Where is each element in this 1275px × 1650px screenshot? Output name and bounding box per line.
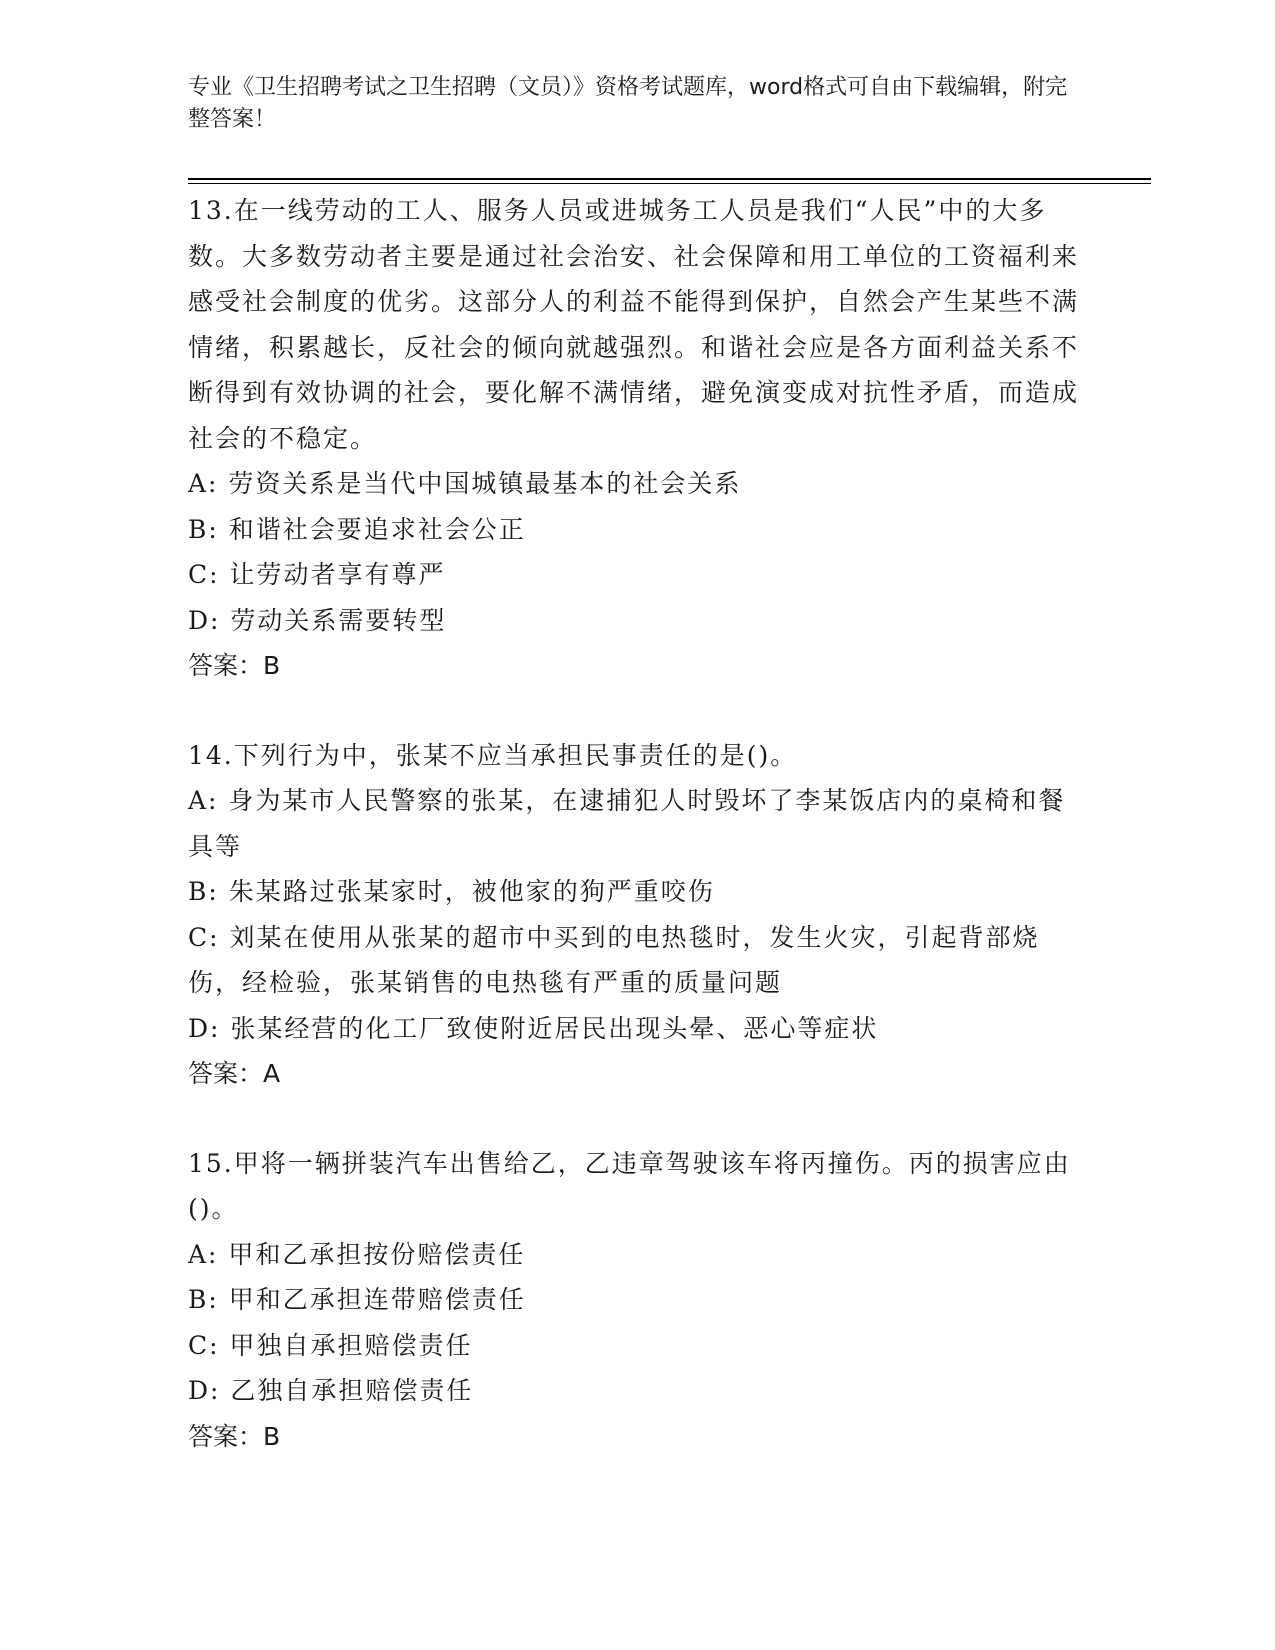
option-d: D: 乙独自承担赔偿责任 [188, 1376, 474, 1405]
header-text: 专业《卫生招聘考试之卫生招聘（文员）》资格考试题库，word格式可自由下载编辑，附完整答案！ [188, 75, 1068, 132]
question-list [188, 188, 1088, 1503]
option-b: B: 朱某路过张某家时，被他家的狗严重咬伤 [188, 877, 715, 906]
option-b: B: 甲和乙承担连带赔偿责任 [188, 1285, 526, 1314]
answer-line: 答案：A [188, 1059, 281, 1088]
option-a: A: 甲和乙承担按份赔偿责任 [188, 1239, 526, 1269]
question-14 [188, 733, 1088, 1097]
question-stem: 15.甲将一辆拼装汽车出售给乙，乙违章驾驶该车将丙撞伤。丙的损害应由()。 [188, 1148, 1071, 1223]
question-stem: 14.下列行为中，张某不应当承担民事责任的是()。 [188, 740, 798, 770]
option-d: D: 张某经营的化工厂致使附近居民出现头晕、恶心等症状 [188, 1013, 879, 1043]
header-divider-thick [188, 178, 1151, 180]
option-c: C: 让劳动者享有尊严 [188, 560, 446, 589]
header-divider-thin [188, 183, 1151, 184]
option-a: A: 劳资关系是当代中国城镇最基本的社会关系 [188, 469, 742, 498]
answer-line: 答案：B [188, 651, 281, 680]
question-15 [188, 1141, 1088, 1460]
option-b: B: 和谐社会要追求社会公正 [188, 514, 526, 544]
option-c: C: 刘某在使用从张某的超市中买到的电热毯时，发生火灾，引起背部烧伤，经检验，张某销售的电热毯有严重的质量问题 [188, 922, 1040, 997]
question-stem: 13.在一线劳动的工人、服务人员或进城务工人员是我们“人民”中的大多数。大多数劳动者主要是通过社会治安、社会保障和用工单位的工资福利来感受社会制度的优劣。这部分人的利益不能得到保护，自然会产生某些不满情绪，积累越长，反社会的倾向就越强烈。和谐社会应是各方面利益关系不断得到有效协调的社会，要化解不满情绪，避免演变成对抗性矛盾，而造成社会的不稳定。 [188, 196, 1080, 453]
document-header [188, 72, 1068, 136]
option-c: C: 甲独自承担赔偿责任 [188, 1330, 473, 1360]
option-a: A: 身为某市人民警察的张某，在逮捕犯人时毁坏了李某饭店内的桌椅和餐具等 [188, 786, 1066, 861]
answer-line: 答案：B [188, 1421, 281, 1451]
option-d: D: 劳动关系需要转型 [188, 605, 447, 635]
question-13 [188, 188, 1088, 689]
